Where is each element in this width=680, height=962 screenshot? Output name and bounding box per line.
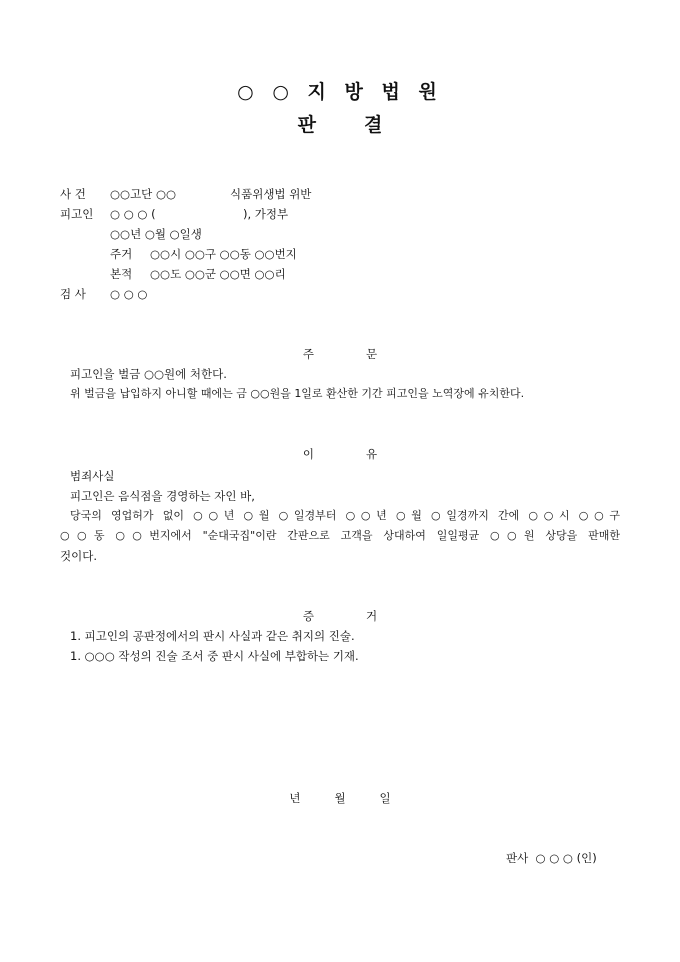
- residence-label: 주거: [110, 247, 133, 261]
- birth-date: ○○년 ○월 ○일생: [110, 227, 202, 241]
- date-year: 년: [289, 791, 301, 805]
- order-line-2: 위 벌금을 납입하지 아니할 때에는 금 ○○원을 1일로 환산한 기간 피고인을 노역장에 유치한다.: [70, 387, 525, 400]
- reason-line-2: 당국의 영업허가 없이 ○○년 ○월 ○일경부터 ○○년 ○월 ○일경까지 간에 ○○시 ○○구: [70, 509, 620, 522]
- court-name: ○ ○ 지 방 법 원: [237, 81, 443, 103]
- judge-signature: 판사 ○ ○ ○ (인): [506, 851, 597, 865]
- order-heading-2: 문: [366, 347, 378, 361]
- defendant-occupation: ), 가정부: [243, 207, 289, 221]
- reason-line-4: 것이다.: [60, 549, 97, 563]
- evidence-item-1: 1. 피고인의 공판정에서의 판시 사실과 같은 취지의 진술.: [70, 629, 355, 643]
- date-day: 일: [379, 791, 391, 805]
- reason-heading-2: 유: [366, 447, 378, 461]
- judgment-date: [0, 790, 680, 806]
- evidence-heading: [0, 608, 680, 624]
- reason-line-1: 피고인은 음식점을 경영하는 자인 바,: [70, 489, 255, 503]
- reason-heading-1: 이: [302, 447, 314, 461]
- charge: 식품위생법 위반: [230, 187, 312, 201]
- case-label: 사 건: [60, 187, 86, 201]
- order-heading: [0, 346, 680, 362]
- title-char-2: 결: [364, 114, 383, 136]
- case-number: ○○고단 ○○: [110, 187, 177, 201]
- reason-heading: [0, 446, 680, 462]
- domicile-label: 본적: [110, 267, 133, 281]
- date-month: 월: [334, 791, 346, 805]
- domicile: ○○도 ○○군 ○○면 ○○리: [150, 267, 286, 281]
- evidence-heading-2: 거: [366, 609, 378, 623]
- evidence-heading-1: 증: [302, 609, 314, 623]
- title-char-1: 판: [297, 114, 316, 136]
- prosecutor-label: 검 사: [60, 287, 86, 301]
- defendant-name: ○ ○ ○ (: [110, 207, 156, 221]
- reason-line-3: ○○동 ○○번지에서 "순대국집"이란 간판으로 고객을 상대하여 일일평균 ○○원 상당을 판매한: [60, 529, 620, 542]
- crime-facts-heading: 범죄사실: [70, 469, 115, 483]
- order-heading-1: 주: [302, 347, 314, 361]
- document-title: [0, 113, 680, 137]
- residence: ○○시 ○○구 ○○동 ○○번지: [150, 247, 297, 261]
- order-line-1: 피고인을 벌금 ○○원에 처한다.: [70, 367, 227, 381]
- prosecutor-name: ○ ○ ○: [110, 287, 148, 301]
- defendant-label: 피고인: [60, 207, 94, 221]
- evidence-item-2: 1. ○○○ 작성의 진술 조서 중 판시 사실에 부합하는 기재.: [70, 649, 359, 663]
